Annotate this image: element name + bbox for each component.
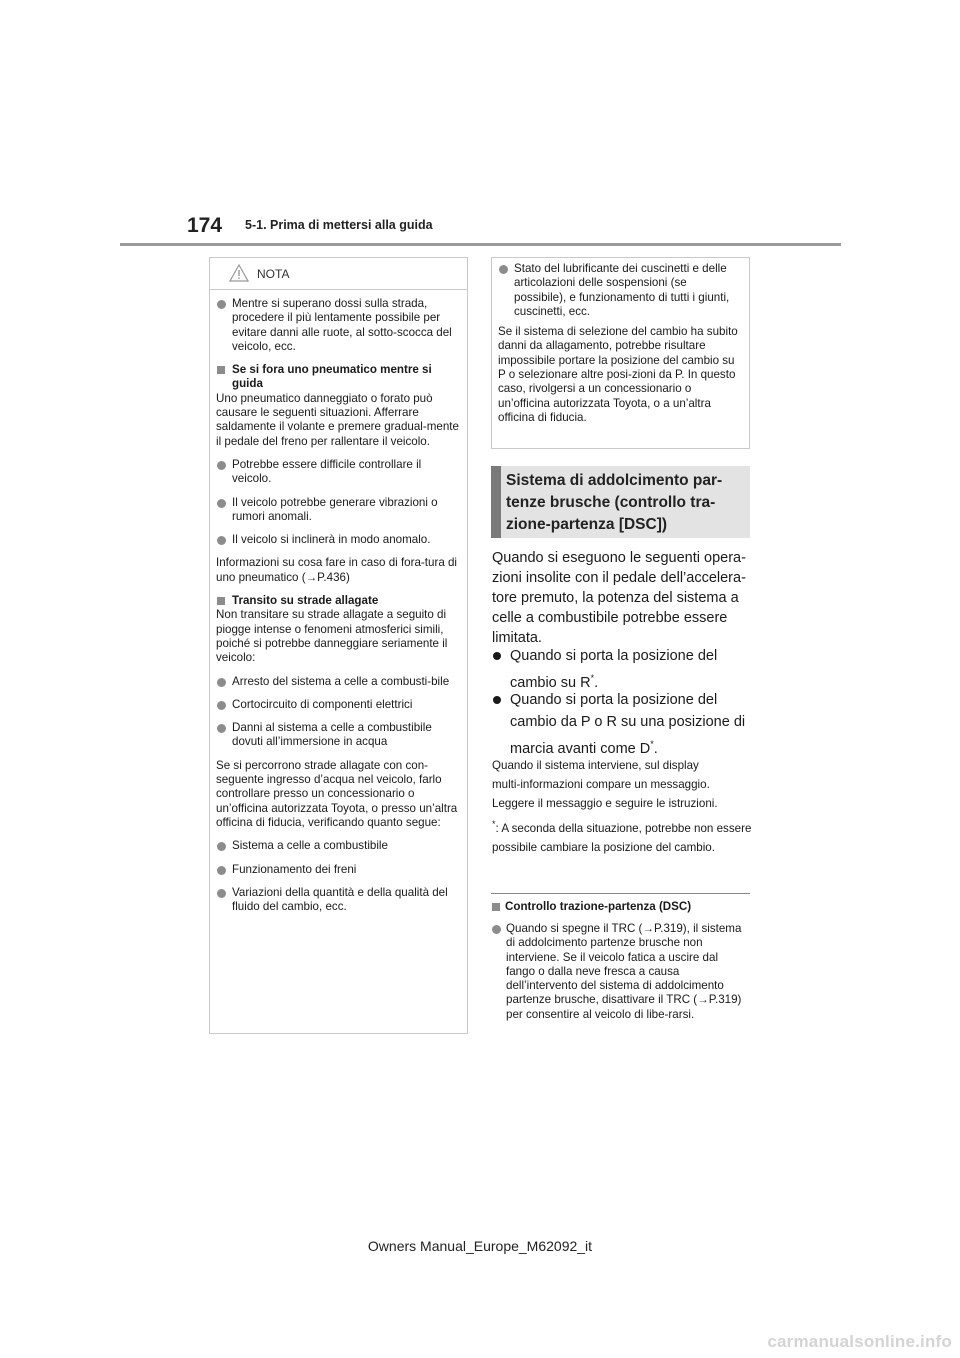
paragraph: [216, 608, 459, 665]
footer: Owners Manual_Europe_M62092_it: [367, 1238, 593, 1254]
bullet-icon: [493, 696, 501, 704]
list-item-punct: .: [653, 740, 658, 757]
paragraph-text: Non transitare su strade allagate a seguito di piogge intense o fenomeni atmosferici simili, poiché si potrebbe danneggiare seriamente il veicolo:: [216, 608, 448, 665]
bullet-icon: [217, 701, 226, 710]
section-heading: [491, 466, 750, 538]
paragraph: Se il sistema di selezione del cambio ha subito danni da allagamento, potrebbe risultare impossibile portare la posizione del cambio su P o selezionare altre posi-zioni da P. In questo caso, rivolgersi a un concessionario o un’officina autorizzata Toyota, o a un’altra officina di fiducia.: [498, 325, 738, 424]
dsc-title: [492, 900, 754, 914]
section-heading-text: Sistema di addolcimento par-tenze brusche (controllo tra-zione-partenza [DSC]): [506, 472, 723, 533]
watermark: carmanualsonline.info: [767, 1332, 952, 1351]
bullet-icon: [217, 724, 226, 733]
list-item: [492, 689, 754, 760]
list-item-text: Arresto del sistema a celle a combusti-bile: [232, 674, 450, 688]
nota-box: [209, 257, 468, 1034]
bullet-icon: [217, 300, 226, 309]
dsc-text: Quando si spegne il TRC (→P.319), il sistema di addolcimento partenze brusche non interviene. Se il veicolo fatica a uscire dal fango o dalla neve fresca a causa dell’intervento del sistema di addolcimento partenze brusche, disattivare il TRC (→P.319) per consentire al veicolo di libe-rarsi.: [506, 922, 742, 1021]
bullet-icon: [217, 536, 226, 545]
list-item: [216, 839, 459, 853]
subheading-text: Se si fora uno pneumatico mentre si guida: [232, 363, 432, 391]
footnote-text: : A seconda della situazione, potrebbe non essere possibile cambiare la posizione del cambio.: [492, 821, 752, 854]
list-item: [216, 458, 459, 487]
warning-triangle-icon: [229, 264, 249, 282]
list-item: [216, 496, 459, 525]
list-item: [216, 297, 459, 354]
divider: [491, 893, 750, 894]
info-line: multi-informazioni compare un messaggio.: [492, 778, 710, 791]
list-item: [216, 533, 459, 547]
paragraph-text: Uno pneumatico danneggiato o forato può causare le seguenti situazioni. Afferrare saldamente il volante e premere gradual-mente il pedale del freno per rallentare il veicolo.: [216, 391, 459, 448]
info-line: Quando il sistema interviene, sul display: [492, 759, 699, 772]
nota-label: NOTA: [257, 267, 290, 281]
list-item-punct: .: [594, 674, 599, 691]
nota-header: [210, 258, 467, 290]
list-item-text: Sistema a celle a combustibile: [232, 839, 388, 853]
list-item: [216, 675, 459, 689]
bullet-icon: [217, 866, 226, 875]
bullet-icon: [499, 265, 508, 274]
square-bullet-icon: [217, 597, 225, 605]
heading-accent-bar: [491, 466, 501, 538]
list-item: [216, 721, 459, 750]
paragraph-text: Informazioni su cosa fare in caso di fora-tura di uno pneumatico (→P.436): [216, 556, 458, 584]
list-item: [492, 645, 754, 694]
paragraph: [216, 759, 459, 830]
nota-continued-box: [491, 257, 750, 449]
bullet-icon: [217, 842, 226, 851]
list-item-text: Il veicolo si inclinerà in modo anomalo.: [232, 533, 431, 547]
footnote-mark: *: [590, 673, 595, 683]
square-bullet-icon: [217, 366, 225, 374]
footnote-mark: *: [492, 819, 496, 829]
bullet-icon: [217, 889, 226, 898]
bullet-icon: [217, 499, 226, 508]
nota-body: [210, 290, 467, 914]
dsc-item: [492, 922, 750, 1022]
bullet-icon: [217, 461, 226, 470]
list-item: [216, 886, 459, 915]
info-line: Leggere il messaggio e seguire le istruzioni.: [492, 797, 718, 810]
footnote: [492, 815, 754, 857]
dsc-title-text: Controllo trazione-partenza (DSC): [505, 900, 692, 913]
list-item-text: Stato del lubrificante dei cuscinetti e delle articolazioni delle sospensioni (se possibile), e funzionamento di tutti i giunti, cuscinetti, ecc.: [514, 262, 730, 318]
list-item: [216, 863, 459, 877]
list-item-text: Variazioni della quantità e della qualità del fluido del cambio, ecc.: [232, 885, 448, 914]
page-number: 174: [187, 214, 223, 237]
subheading: [216, 594, 459, 608]
bullet-icon: [492, 925, 501, 934]
footnote-mark: *: [650, 739, 654, 749]
paragraph: [216, 556, 459, 585]
list-item: [216, 698, 459, 712]
subheading: [216, 363, 459, 392]
square-bullet-icon: [492, 903, 500, 911]
list-item-text: Funzionamento dei freni: [232, 862, 357, 876]
list-item-text: Quando si porta la posizione del cambio da P o R su una posizione di marcia avanti come D: [510, 692, 746, 757]
list-item-text: Danni al sistema a celle a combustibile dovuti all’immersione in acqua: [232, 721, 432, 749]
list-item: [498, 262, 741, 319]
list-item-text: Mentre si superano dossi sulla strada, procedere il più lentamente possibile per evitare danni alle ruote, al sotto-scocca del veicolo, ecc.: [232, 297, 452, 353]
list-item-text: Quando si porta la posizione del cambio su R: [510, 648, 718, 691]
header-divider: [120, 243, 841, 246]
subheading-text: Transito su strade allagate: [232, 594, 379, 608]
list-item-text: Potrebbe essere difficile controllare il veicolo.: [232, 457, 422, 486]
list-item-text: Il veicolo potrebbe generare vibrazioni o rumori anomali.: [232, 495, 438, 523]
bullet-icon: [493, 652, 501, 660]
paragraph: [216, 392, 459, 449]
list-item-text: Cortocircuito di componenti elettrici: [232, 697, 413, 711]
intro-paragraph: Quando si eseguono le seguenti opera-zioni insolite con il pedale dell’accelera-tore premuto, la potenza del sistema a celle a combustibile potrebbe essere limitata.: [492, 550, 746, 646]
bullet-icon: [217, 678, 226, 687]
paragraph-text: Se si percorrono strade allagate con con-seguente ingresso d’acqua nel veicolo, farlo controllare presso un concessionario o un’officina autorizzata Toyota, o presso un’altra officina di fiducia, verificando quanto segue:: [216, 758, 458, 829]
section-title: 5-1. Prima di mettersi alla guida: [245, 218, 433, 232]
